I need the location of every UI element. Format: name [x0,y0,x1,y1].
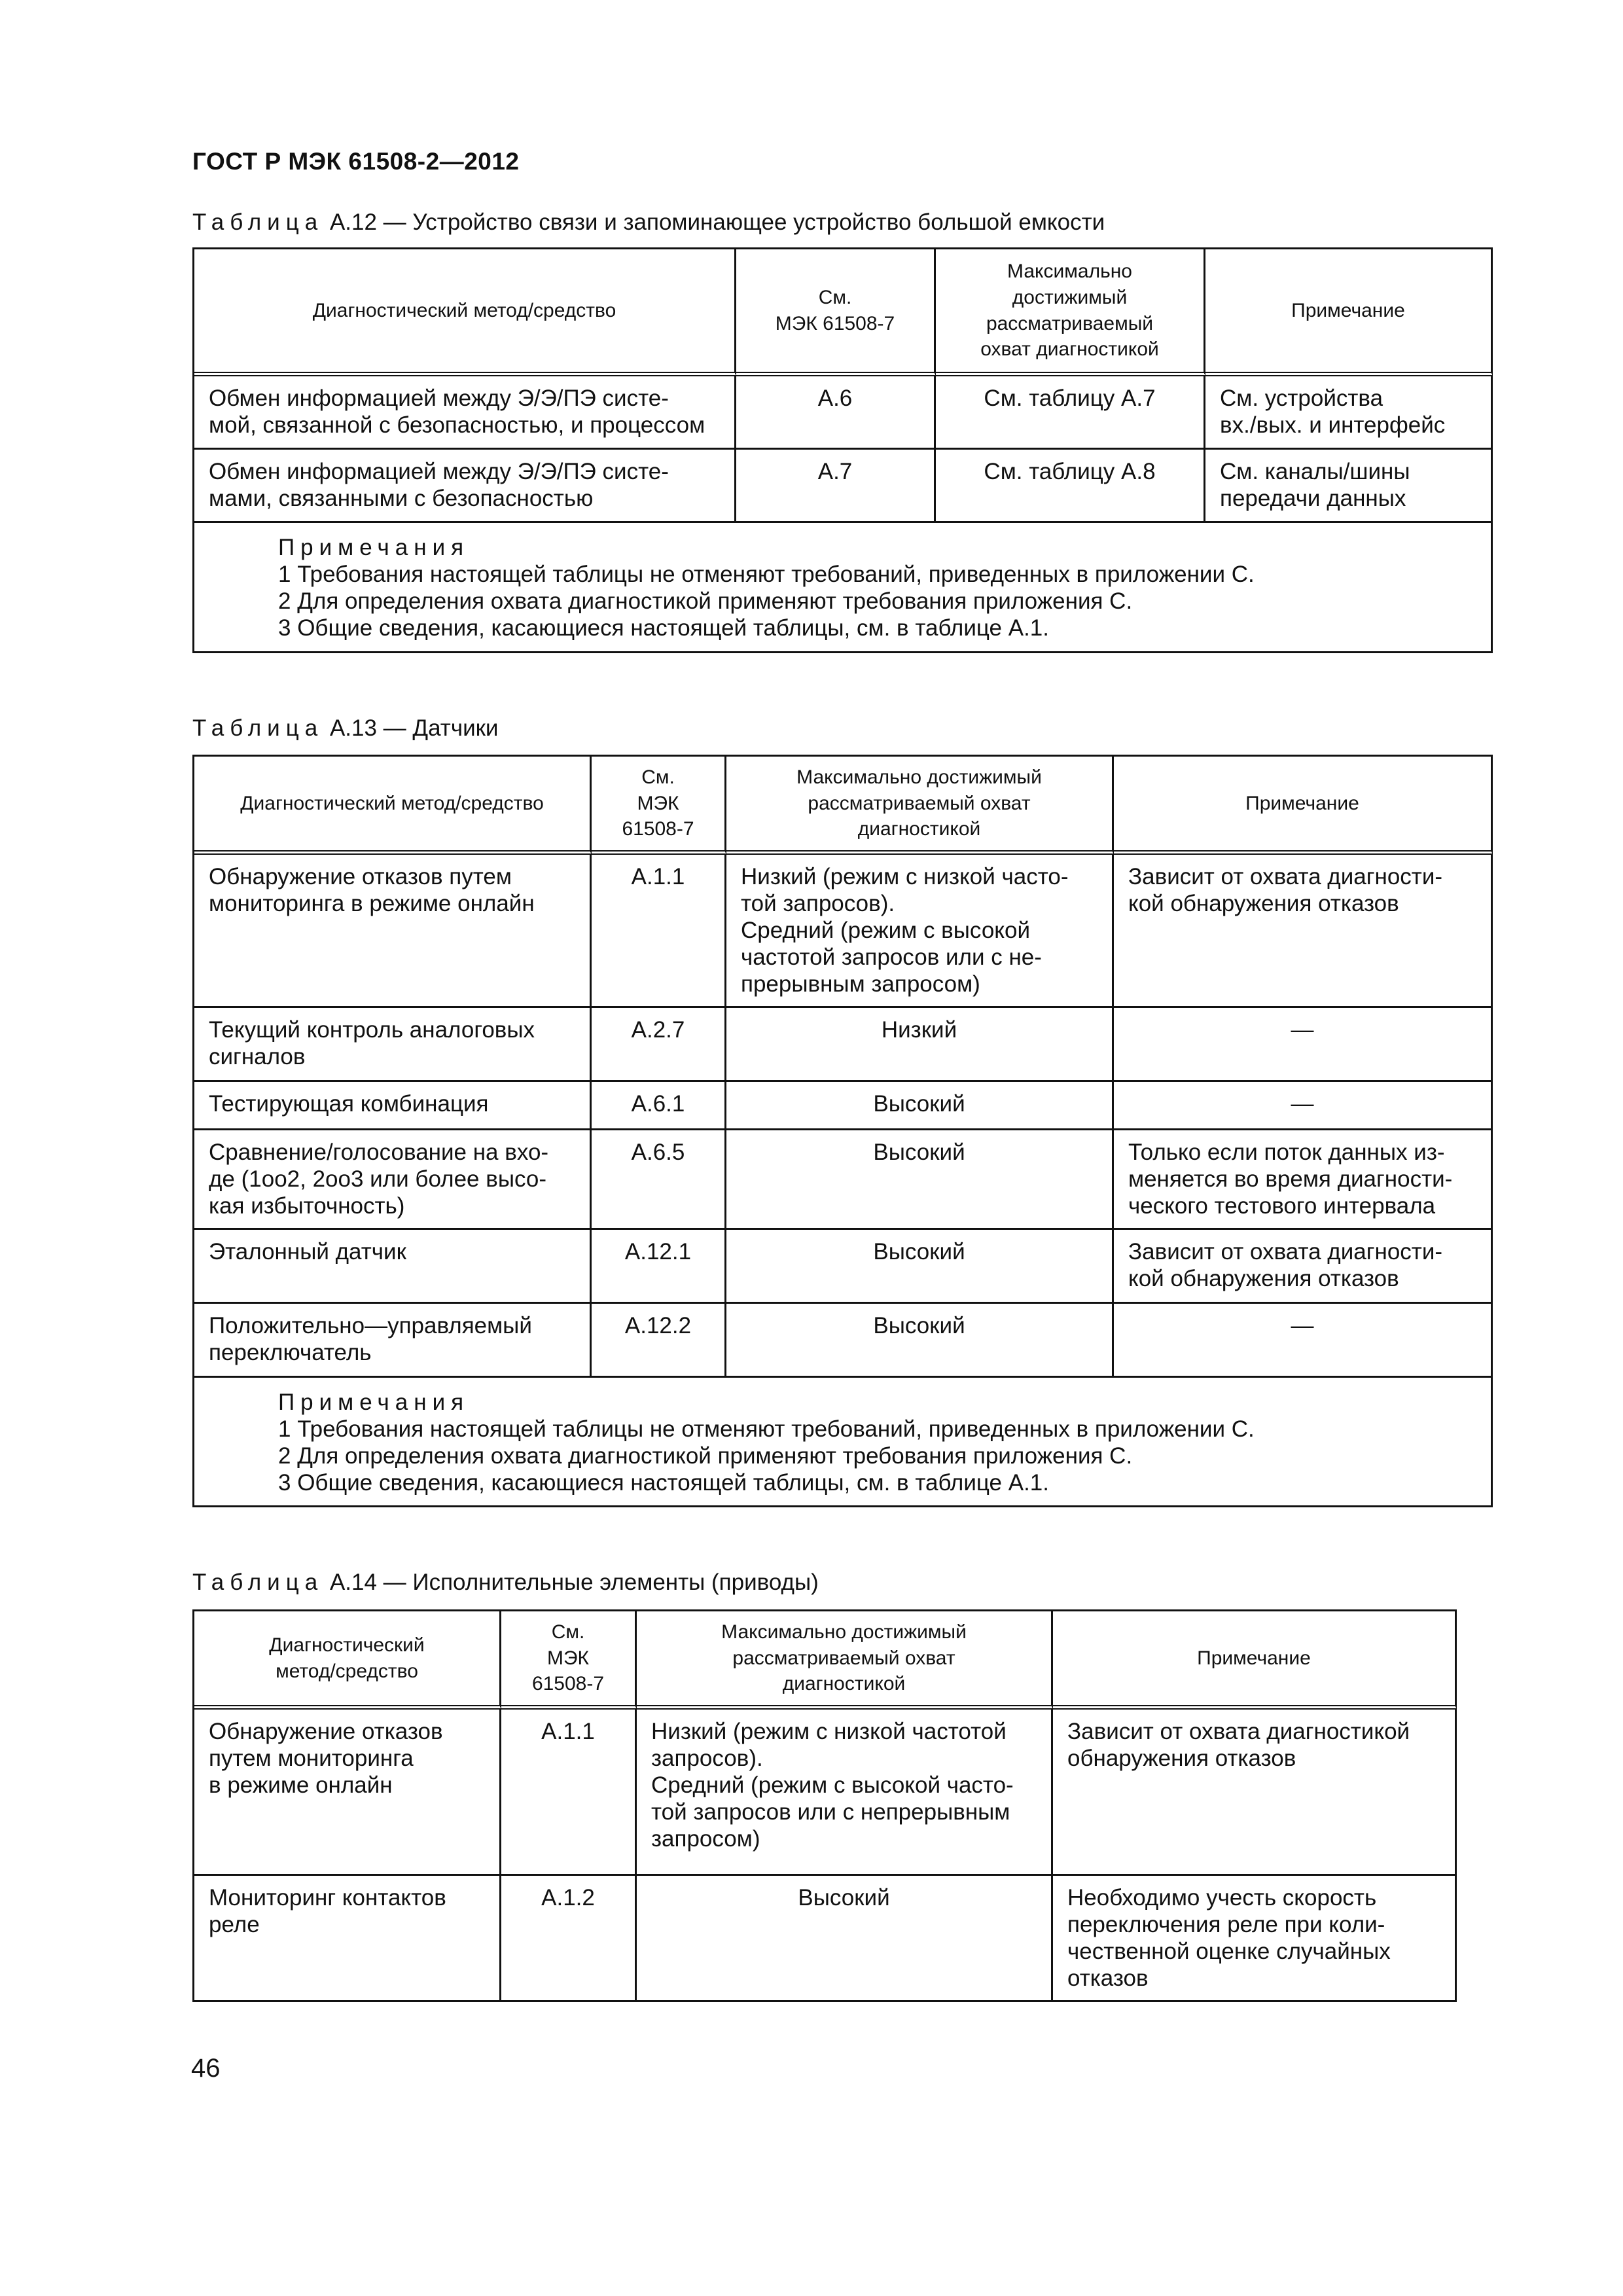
table-cell-note: См. устройства вх./вых. и интерфейс [1205,376,1493,450]
table-cell-reference: А.6.1 [592,1082,726,1130]
table-cell-method: Текущий контроль аналоговых сигналов [194,1008,592,1082]
page-number: 46 [191,2054,221,2083]
table12-caption-prefix: Таблица [192,209,324,235]
table-cell-reference: А.12.2 [592,1304,726,1378]
table-cell-note: — [1114,1008,1493,1082]
table-cell-coverage: См. таблицу А.7 [936,376,1205,450]
table-cell-method: Обнаружение отказов путем мониторинга в режиме онлайн [194,855,592,1008]
table-cell-reference: А.2.7 [592,1008,726,1082]
table14-caption-prefix: Таблица [192,1570,324,1595]
table-cell-coverage: Высокий [637,1876,1053,2002]
table-cell-method: Сравнение/голосование на вхо- де (1оо2, 2оо3 или более высо- кая избыточность) [194,1130,592,1230]
table-cell-coverage: Низкий (режим с низкой часто- той запросов). Средний (режим с высокой частотой запросов или с не- прерывным запросом) [726,855,1114,1008]
table-cell-reference: А.7 [736,450,936,523]
table-row [194,1130,1493,1230]
table13-col-note: Примечание [1114,757,1493,855]
table13-col-reference: См. МЭК 61508-7 [592,757,726,855]
table-a14 [192,1609,1457,2002]
table-row [194,376,1493,450]
table13-notes [194,1378,1493,1508]
table14-caption-title: А.14 — Исполнительные элементы (приводы) [323,1570,819,1595]
table14-col-coverage: Максимально достижимый рассматриваемый охват диагностикой [637,1611,1053,1710]
table12-notes [194,523,1493,653]
table-cell-method: Обнаружение отказов путем мониторинга в режиме онлайн [194,1710,501,1876]
table13-col-method: Диагностический метод/средство [194,757,592,855]
table-row [194,1710,1457,1876]
table-cell-reference: А.12.1 [592,1230,726,1304]
table-a12 [192,247,1493,653]
table-cell-method: Тестирующая комбинация [194,1082,592,1130]
table-cell-note: — [1114,1082,1493,1130]
table12-col-method: Диагностический метод/средство [194,249,736,376]
table14-col-reference: См. МЭК 61508-7 [501,1611,637,1710]
table-cell-reference: А.6.5 [592,1130,726,1230]
table-cell-note: Необходимо учесть скорость переключения реле при коли- чественной оценке случайных отказов [1053,1876,1457,2002]
table-row [194,1008,1493,1082]
note-item: 1 Требования настоящей таблицы не отменяют требований, приведенных в приложении С. [278,561,1255,587]
document-header: ГОСТ Р МЭК 61508-2—2012 [192,148,520,175]
note-item: 1 Требования настоящей таблицы не отменяют требований, приведенных в приложении С. [278,1416,1255,1442]
table13-caption [192,715,499,742]
table-cell-method: Эталонный датчик [194,1230,592,1304]
note-item: 2 Для определения охвата диагностикой применяют требования приложения С. [278,588,1133,614]
table12-col-note: Примечание [1205,249,1493,376]
table-row [194,1876,1457,2002]
table-cell-method: Обмен информацией между Э/Э/ПЭ систе- мами, связанными с безопасностью [194,450,736,523]
table-cell-coverage: Низкий [726,1008,1114,1082]
table-cell-reference: А.1.1 [592,855,726,1008]
table13-col-coverage: Максимально достижимый рассматриваемый охват диагностикой [726,757,1114,855]
table-cell-method: Положительно—управляемый переключатель [194,1304,592,1378]
table12-caption [192,209,1105,236]
table-cell-coverage: Низкий (режим с низкой частотой запросов). Средний (режим с высокой часто- той запросов или с непрерывным запросом) [637,1710,1053,1876]
table-row [194,1082,1493,1130]
note-item: 3 Общие сведения, касающиеся настоящей таблицы, см. в таблице А.1. [278,615,1049,641]
notes-title: Примечания [278,535,470,560]
table-cell-method: Обмен информацией между Э/Э/ПЭ систе- мой, связанной с безопасностью, и процессом [194,376,736,450]
table-cell-coverage: Высокий [726,1130,1114,1230]
note-item: 2 Для определения охвата диагностикой применяют требования приложения С. [278,1443,1133,1469]
table-cell-method: Мониторинг контактов реле [194,1876,501,2002]
notes-title: Примечания [278,1389,470,1415]
note-item: 3 Общие сведения, касающиеся настоящей таблицы, см. в таблице А.1. [278,1469,1049,1496]
table14-caption [192,1570,819,1596]
table-cell-reference: А.1.2 [501,1876,637,2002]
table-a13 [192,755,1493,1507]
table-cell-note: Зависит от охвата диагности- кой обнаружения отказов [1114,855,1493,1008]
table14-col-note: Примечание [1053,1611,1457,1710]
table-cell-reference: А.6 [736,376,936,450]
table-cell-coverage: Высокий [726,1230,1114,1304]
table-row [194,1304,1493,1378]
table-row [194,450,1493,523]
table-cell-note: Зависит от охвата диагности- кой обнаружения отказов [1114,1230,1493,1304]
table-row [194,1230,1493,1304]
table-cell-note: Только если поток данных из- меняется во время диагности- ческого тестового интервала [1114,1130,1493,1230]
table12-col-reference: См. МЭК 61508-7 [736,249,936,376]
table13-caption-prefix: Таблица [192,715,324,741]
table-cell-note: — [1114,1304,1493,1378]
table-notes-row [194,523,1493,653]
table-row [194,855,1493,1008]
table-cell-note: См. каналы/шины передачи данных [1205,450,1493,523]
table-cell-note: Зависит от охвата диагностикой обнаружения отказов [1053,1710,1457,1876]
table-cell-coverage: Высокий [726,1082,1114,1130]
table-cell-coverage: См. таблицу А.8 [936,450,1205,523]
table-cell-reference: А.1.1 [501,1710,637,1876]
table13-caption-title: А.13 — Датчики [323,715,499,741]
table12-col-coverage: Максимально достижимый рассматриваемый охват диагностикой [936,249,1205,376]
table12-caption-title: А.12 — Устройство связи и запоминающее устройство большой емкости [323,209,1105,235]
table14-col-method: Диагностический метод/средство [194,1611,501,1710]
table-notes-row [194,1378,1493,1508]
table-cell-coverage: Высокий [726,1304,1114,1378]
